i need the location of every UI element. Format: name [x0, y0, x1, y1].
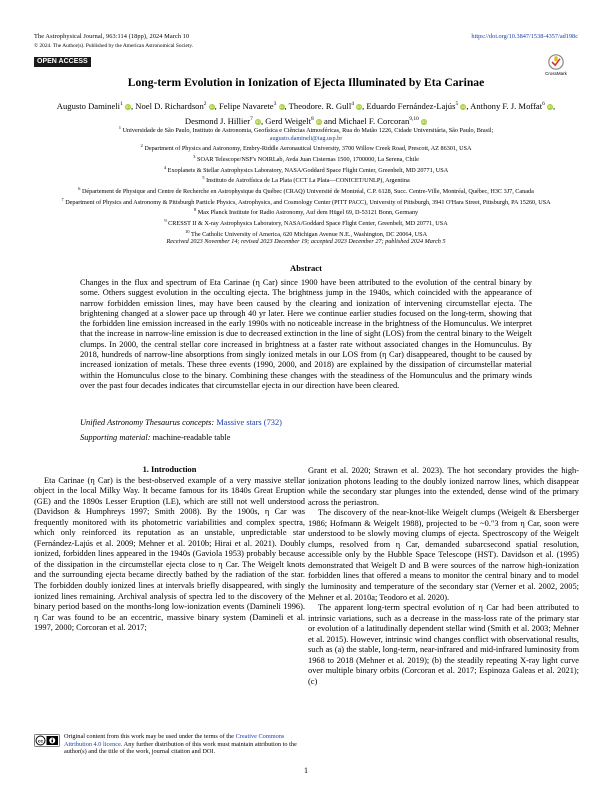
author-affiliation-mark: 2	[203, 101, 207, 107]
crossmark-label: CrossMark	[545, 71, 567, 76]
affiliation-mark: 2	[140, 143, 143, 149]
author-affiliation-mark: 4	[351, 101, 354, 107]
journal-citation: The Astrophysical Journal, 963:114 (18pp), 2024 March 10	[34, 33, 190, 40]
doi-link[interactable]: https://doi.org/10.3847/1538-4357/ad198c	[471, 33, 578, 40]
orcid-icon[interactable]: iD	[548, 103, 552, 109]
author-name: Augusto Damineli	[56, 100, 121, 111]
abstract-text: Changes in the flux and spectrum of Eta Carinae (η Car) since 1900 have been attributed to the evolution of the central binary by some. Others suggest evolution in the occulting ejecta. The brightness jump in the 1940s, which coincided with the appearance of narrow forbidden emission lines, may have been caused by the clearing and ionization of intervening circumstellar ejecta. The brightening changed at a slower pace up through 40 yr later. Here we continue earlier studies focused on the long-term, showing that the forbidden line emission increased in the early 1990s with no noticeable increase in the brightness of the Homunculus. We interpret that the increase in narrow-line emission is due to decreased extinction in the line of sight (LOS) from the central binary to the Weigelt clumps. In 2000, the central stellar core increased in brightness at a faster rate without associated changes in the Homunculus. By 2018, hundreds of narrow-line absorptions from singly ionized metals in our LOS from (η Car) disappeared, thought to be caused by increased ionization of metals. These three events (1990, 2000, and 2018) are explained by the dissipation of circumstellar material within the Homunculus close to the binary. Combining these changes with the steadiness of the Homunculus and the primary winds over the past four decades indicates that circumstellar ejecta in our direction have been cleared.	[80, 278, 532, 390]
license-text: Original content from this work may be used under the terms of the Creative Commons Attribution 4.0 licence. Any further distribution of this work must maintain attribution to the author(s) and the title of the work, journal citation and DOI.	[64, 733, 297, 755]
orcid-icon[interactable]: iD	[209, 103, 214, 109]
author-affiliation-mark: 8	[310, 115, 314, 122]
author-name: Theodore. R. Gull	[288, 100, 352, 111]
orcid-icon[interactable]: iD	[126, 103, 130, 109]
creative-commons-icon	[34, 734, 60, 747]
affiliation-mark: 7	[61, 196, 64, 202]
affiliation	[38, 196, 574, 207]
author	[289, 101, 362, 111]
affiliation	[38, 164, 574, 175]
body-paragraph: Grant et al. 2020; Strawn et al. 2023). The hot secondary provides the high-ionization photons leading to the doubly ionized narrow lines, which disappear while the secondary star plunges into the extended, dense wind of the primary across the periastron.	[308, 466, 579, 507]
abstract-heading: Abstract	[290, 263, 322, 273]
received-dates: Received 2023 November 14; revised 2023 December 19; accepted 2023 December 27; published 2024 March 5	[166, 238, 446, 246]
affiliation-text: Département de Physique and Centre de Recherche en Astrophysique du Québec (CRAQ) Université de Montréal, C.P. 6128, Succ. Centre-Ville, Montréal, Québec, H3C 3J7, Canada	[81, 187, 534, 195]
affiliation-text: Universidade de São Paulo, Instituto de Astronomia, Geofísica e Ciências Atmosféricas, Rua do Matão 1226, Cidade Universitária, São Paulo, Brasil;	[122, 127, 494, 135]
author-name: and Michael F. Corcoran	[324, 115, 410, 126]
body-paragraph: The apparent long-term spectral evolution of η Car had been attributed to intrinsic variations, such as a decrease in the mass-loss rate of the primary star or evolution of a latitudinally dependent stellar wind (Smith et al. 2003; Mehner et al. 2015). However, intrinsic wind changes conflict with observational results, such as (a) the stable, long-term, near-infrared and mid-infrared luminosity from 1968 to 2018 (Mehner et al. 2019); (b) the steadily repeating X-ray light curve over multiple binary orbits (Corcoran et al. 2017; Espinoza Galeas et al. 2021); (c)	[308, 603, 579, 686]
author-list: Augusto Damineli$^1$ iD, Noel D. Richardson$^2$ iD, Felipe Navarete$^3$ iD, Theodore. R. Gull$^4$ iD, Eduardo Fernández-Lajús$^5$ iD, Anthony F. J. Moffat$^6$ iD, Desmond J. Hillier$^7$ iD, Gerd Weigelt$^8$ iD and Michael F. Corcoran$^{9,10}$ iD	[56, 100, 556, 126]
supporting-material	[80, 433, 532, 442]
author-name: Gerd Weigelt	[265, 115, 311, 126]
orcid-icon[interactable]: iD	[256, 118, 260, 124]
section-heading-introduction: 1. Introduction	[142, 465, 197, 474]
author-name: Anthony F. J. Moffat	[470, 100, 543, 111]
author-name: Desmond J. Hillier	[184, 115, 251, 126]
affiliation-mark: 6	[78, 185, 81, 191]
affiliation	[38, 228, 574, 239]
affiliation-mark: 10	[184, 228, 190, 234]
right-column	[308, 466, 579, 687]
affiliation	[38, 217, 574, 228]
affiliation	[38, 142, 574, 153]
affiliation	[38, 206, 574, 217]
orcid-icon[interactable]: iD	[279, 103, 284, 109]
affiliation-mark: 9	[164, 217, 167, 223]
affiliation-mark: 4	[163, 164, 167, 170]
affiliation-mark: 8	[193, 207, 197, 213]
open-access-badge: OPEN ACCESS	[34, 57, 91, 67]
affiliation	[38, 153, 574, 164]
author-affiliation-mark: 7	[250, 115, 253, 122]
affiliation-text: SOAR Telescope/NSF's NOIRLab, Avda Juan Cisternas 1500, 1700000, La Serena, Chile	[197, 155, 419, 163]
affiliation-mark: 5	[202, 175, 205, 181]
affiliation-text: Exoplanets & Stellar Astrophysics Laboratory, NASA/Goddard Space Flight Center, Greenbelt, MD 20771, USA	[167, 166, 449, 174]
supporting-value: machine-readable table	[152, 433, 231, 442]
author-email[interactable]	[38, 135, 574, 143]
uat-label: Unified Astronomy Thesaurus concepts:	[80, 418, 215, 427]
affiliation-text: augusto.damineli@iag.usp.br	[269, 134, 343, 142]
author	[57, 101, 131, 111]
author-name: Felipe Navarete	[218, 100, 274, 111]
affiliation-list	[38, 124, 574, 246]
orcid-icon[interactable]: iD	[317, 118, 321, 124]
author-affiliation-mark: 9,10	[409, 115, 419, 122]
body-paragraph: Eta Carinae (η Car) is the best-observed example of a very massive stellar object in the local Milky Way. It became famous for its 1840s Great Eruption (GE) and the 1890s Lesser Eruption (LE), which are still not well understood (Davidson & Humphreys 1997; Smith 2008). By the 1900s, η Car was frequently monitored with its photometric variabilities and complex spectra, which only reinforced its reputation as an unstable, unpredictable star (Fernández-Lajús et al. 2009; Mehner et al. 2010b; Hirai et al. 2021). Doubly ionized, forbidden lines appeared in the 1940s (Gaviola 1953) probably because of the dissipation in the circumstellar ejecta close to η Car. The Weigelt knots and the surrounding ejecta became directly bathed by the radiation of the star. The forbidden doubly ionized lines at intervals briefly disappeared, with singly ionized lines remaining. Archival analysis of spectra led to the discovery of the binary period based on the months-long low-ionization events (Damineli 1996). η Car was found to be an eccentric, massive binary system (Damineli et al. 1997, 2000; Corcoran et al. 2017;	[34, 475, 305, 633]
affiliation-text: CRESST II & X-ray Astrophysics Laboratory, NASA/Goddard Space Flight Center, Greenbelt, MD 20771, USA	[168, 219, 448, 227]
author	[219, 101, 285, 111]
author-name: Eduardo Fernández-Lajús	[366, 100, 456, 111]
cc-license-link[interactable]: Creative Commons Attribution 4.0 licence	[64, 733, 285, 748]
author-name: Noel D. Richardson	[135, 100, 204, 111]
author-affiliation-mark: 1	[120, 101, 123, 107]
body-paragraph: The discovery of the near-knot-like Weigelt clumps (Weigelt & Ebersberger 1986; Hofmann & Weigelt 1988), projected to be ~0.″3 from η Car, soon were understood to be slowly moving clumps of ejecta. Spectroscopy of the Weigelt clumps, resolved from η Car, demanded subarcsecond spatial resolution, accessible only by the Hubble Space Telescope (HST). Davidson et al. (1995) demonstrated that Weigelt D and B were sources of the narrow high-ionization forbidden lines that offered a means to monitor the central binary and to model the luminosity and temperature of the secondary star (Verner et al. 2002, 2005; Mehner et al. 2010a; Teodoro et al. 2020).	[308, 508, 579, 602]
affiliation-text: Instituto de Astrofísica de La Plata (CCT La Plata—CONICET/UNLP), Argentina	[206, 177, 410, 185]
license-notice	[34, 733, 305, 756]
crossmark-logo[interactable]	[540, 54, 572, 76]
author-affiliation-mark: 3	[273, 101, 277, 107]
author-affiliation-mark: 5	[455, 101, 459, 107]
affiliation-text: Department of Physics and Astronomy, Embry-Riddle Aeronautical University, 3700 Willow Creek Road, Prescott, AZ 86301, USA	[144, 145, 472, 153]
affiliation-text: Department of Physics and Astronomy & Pittsburgh Particle Physics, Astrophysics, and Cosmology Center (PITT PACC), University of Pittsburgh, 3941 O'Hara Street, Pittsburgh, PA 15260, USA	[65, 198, 551, 206]
orcid-icon[interactable]: iD	[461, 103, 466, 109]
affiliation-text: Max Planck Institute for Radio Astronomy, Auf dem Hügel 69, D-53121 Bonn, Germany	[197, 209, 419, 217]
author	[470, 101, 553, 111]
author	[135, 101, 214, 111]
affiliation-mark: 3	[193, 153, 196, 159]
cc-icon-letters: cc	[37, 738, 44, 744]
uat-link[interactable]: Massive stars (732)	[216, 418, 282, 427]
orcid-icon[interactable]: iD	[422, 118, 426, 124]
page-number: 1	[304, 766, 308, 775]
crossmark-icon	[548, 54, 564, 70]
copyright-notice: © 2024. The Author(s). Published by the American Astronomical Society.	[34, 43, 194, 49]
uat-concepts	[80, 418, 532, 427]
affiliation	[38, 174, 574, 185]
affiliation	[38, 124, 574, 135]
supporting-label: Supporting material:	[80, 433, 151, 442]
affiliation-text: The Catholic University of America, 620 Michigan Avenue N.E., Washington, DC 20064, USA	[190, 230, 428, 238]
author	[366, 101, 466, 111]
affiliation-mark: 1	[118, 125, 122, 130]
left-column	[34, 465, 305, 634]
affiliation	[38, 185, 574, 196]
author-affiliation-mark: 6	[542, 101, 545, 107]
orcid-icon[interactable]: iD	[357, 103, 362, 109]
paper-title: Long-term Evolution in Ionization of Ejecta Illuminated by Eta Carinae	[127, 76, 485, 89]
